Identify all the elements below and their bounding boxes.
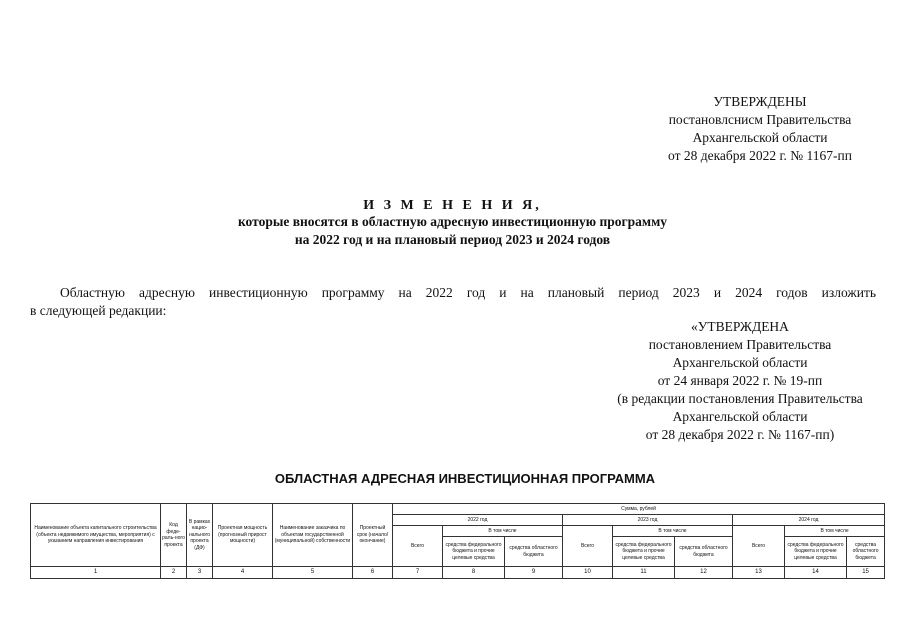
column-number: 12 (675, 567, 733, 579)
header-regional-funds: средства областного бюджета (505, 537, 563, 567)
header-total: Всего (393, 526, 443, 567)
column-number: 15 (847, 567, 885, 579)
approval-line: от 28 декабря 2022 г. № 1167-пп (668, 148, 852, 163)
header-in-that-number: В том числе (443, 526, 563, 537)
column-number: 11 (613, 567, 675, 579)
header-sum: Сумма, рублей (393, 504, 885, 515)
approval-quote-line: от 28 декабря 2022 г. № 1167-пп) (645, 427, 835, 442)
approval-quote-line: постановлением Правительства (648, 337, 832, 352)
approval-line: Архангельской области (692, 130, 828, 145)
column-number: 4 (213, 567, 273, 579)
header-year-2022: 2022 год (393, 515, 563, 526)
approval-quote-line: «УТВЕРЖДЕНА (691, 319, 789, 334)
approval-quote-line: от 24 января 2022 г. № 19-пп (657, 373, 823, 388)
column-number: 3 (187, 567, 213, 579)
program-table (30, 503, 885, 579)
column-number: 13 (733, 567, 785, 579)
approval-quote-line: (в редакции постановления Правительства (617, 391, 863, 406)
header-project-code: Код феде-раль-ного проекта (161, 504, 187, 567)
column-number: 8 (443, 567, 505, 579)
approval-stamp (650, 93, 870, 165)
header-regional-funds: средства областного бюджета (847, 537, 885, 567)
body-paragraph-line: Областную адресную инвестиционную программу на 2022 год и на плановый период 2023 и 2024 годов изложить (60, 285, 876, 300)
column-number: 5 (273, 567, 353, 579)
column-number: 9 (505, 567, 563, 579)
header-total: Всего (733, 526, 785, 567)
approval-line: постановлснисм Правительства (668, 112, 852, 127)
header-year-2023: 2023 год (563, 515, 733, 526)
header-year-2024: 2024 год (733, 515, 885, 526)
document-subtitle: на 2022 год и на плановый период 2023 и 2024 годов (294, 232, 611, 247)
header-deadline: Проектный срок (начало/ окончание) (353, 504, 393, 567)
header-customer: Наименование заказчика по объектам государственной (муниципальной) собственности (273, 504, 353, 567)
column-number: 10 (563, 567, 613, 579)
column-number: 7 (393, 567, 443, 579)
approval-quote-line: Архангельской области (672, 409, 808, 424)
header-total: Всего (563, 526, 613, 567)
header-in-that-number: В том числе (613, 526, 733, 537)
document-title: И З М Е Н Е Н И Я, (363, 198, 542, 213)
header-regional-funds: средства областного бюджета (675, 537, 733, 567)
approval-quote-line: Архангельской области (672, 355, 808, 370)
approval-line: УТВЕРЖДЕНЫ (713, 94, 807, 109)
header-national-project: В рамках нацио-нального проекта (ДФ) (187, 504, 213, 567)
approval-quote (560, 318, 905, 444)
column-number: 14 (785, 567, 847, 579)
header-federal-funds: средства федерального бюджета и прочие целевые средства (443, 537, 505, 567)
program-title: ОБЛАСТНАЯ АДРЕСНАЯ ИНВЕСТИЦИОННАЯ ПРОГРАММА (274, 471, 656, 486)
document-subtitle: которые вносятся в областную адресную инвестиционную программу (237, 214, 668, 229)
column-number: 6 (353, 567, 393, 579)
header-federal-funds: средства федерального бюджета и прочие целевые средства (613, 537, 675, 567)
header-capacity: Проектная мощность (прогнозный прирост мощности) (213, 504, 273, 567)
column-number: 2 (161, 567, 187, 579)
header-object-name: Наименование объекта капитального строительства (объекта недвижимого имущества, мероприятия) с указанием направления инвестирования (31, 504, 161, 567)
header-in-that-number: В том числе (785, 526, 885, 537)
header-federal-funds: средства федерального бюджета и прочие целевые средства (785, 537, 847, 567)
column-number: 1 (31, 567, 161, 579)
body-paragraph-line: в следующей редакции: (30, 303, 167, 318)
